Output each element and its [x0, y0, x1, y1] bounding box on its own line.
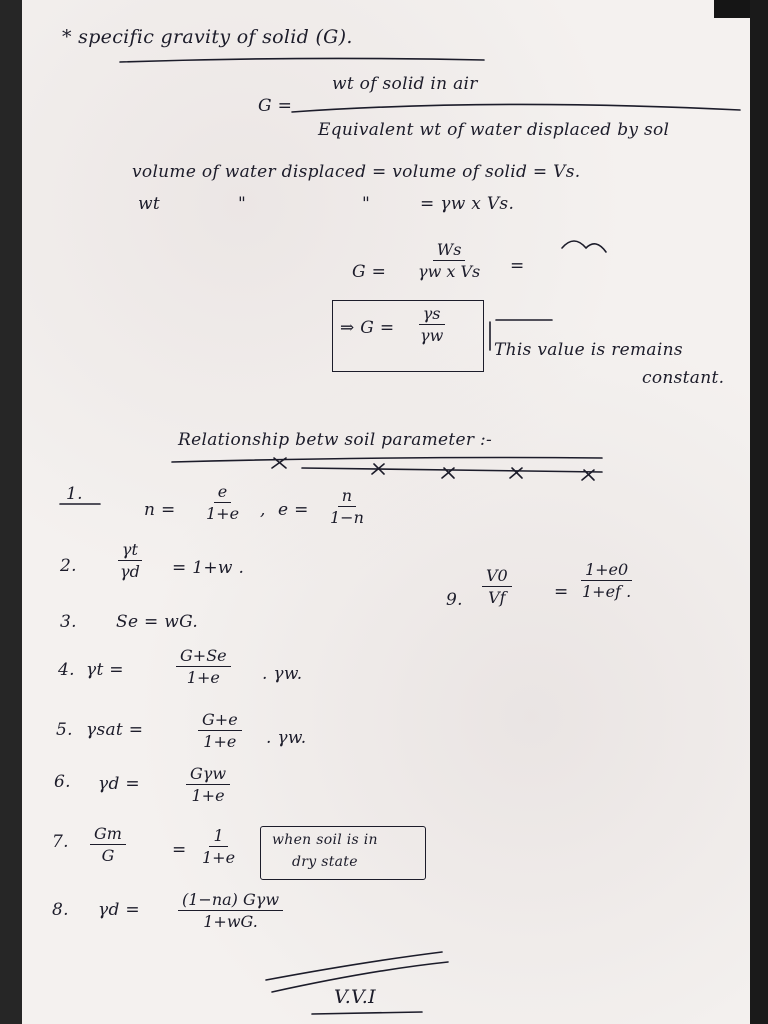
boxed-fraction	[416, 304, 447, 345]
notebook-page	[22, 0, 750, 1024]
rel-1-fraction-b	[326, 486, 368, 527]
rel-5-fraction	[198, 710, 242, 751]
rel-5-num: G+e	[198, 710, 242, 731]
rel-9-num-b: 1+e0	[581, 560, 632, 581]
rel-2-fraction	[116, 540, 144, 581]
vvi-underline	[312, 1012, 422, 1014]
rel-3-number: 3.	[60, 612, 77, 632]
rel-7-den-a: G	[101, 846, 115, 865]
rel-1-separator: ,	[260, 500, 266, 520]
definition-lhs: G =	[258, 96, 293, 116]
eq-g-lhs: G =	[352, 262, 387, 282]
rel-2-den: γd	[120, 562, 140, 581]
rel-6-num: Gγw	[186, 764, 230, 785]
definition-denominator: Equivalent wt of water displaced by sol	[318, 120, 670, 140]
title-underline	[172, 458, 602, 463]
rel-7-fraction-a	[90, 824, 126, 865]
rel-8-num: (1−na) Gγw	[178, 890, 283, 911]
rel-4-fraction	[176, 646, 231, 687]
rel-5-lhs: γsat =	[86, 720, 144, 740]
definition-fraction-bar	[292, 104, 740, 112]
rel-1-fraction-a	[202, 482, 243, 523]
rel-6-fraction	[186, 764, 230, 805]
rel-4-num: G+Se	[176, 646, 231, 667]
rel-1-lhs: n =	[144, 500, 176, 520]
volume-line: volume of water displaced = volume of solid = Vs.	[132, 162, 581, 182]
notebook-spine	[0, 0, 22, 1024]
note-line-1: This value is remains	[494, 340, 683, 360]
rel-7-number: 7.	[52, 832, 69, 852]
rel-6-number: 6.	[54, 772, 71, 792]
boxed-denominator: γw	[420, 326, 444, 345]
note-line-2: constant.	[642, 368, 725, 388]
heading: * specific gravity of solid (G).	[62, 26, 353, 48]
rel-4-rhs: . γw.	[262, 664, 303, 684]
rel-2-number: 2.	[60, 556, 77, 576]
weight-ditto-1: "	[238, 194, 247, 214]
cross-mark-4	[510, 468, 522, 478]
scribble-mark	[562, 241, 606, 252]
rel-1-num-b: n	[338, 486, 356, 507]
boxed-arrow: ⇒ G =	[340, 318, 395, 338]
rel-9-den-b: 1+ef .	[582, 582, 632, 601]
rel-9-eq: =	[554, 582, 569, 602]
rel-9-fraction-a	[482, 566, 512, 607]
rel-4-number: 4.	[58, 660, 75, 680]
rel-1-number: 1.	[66, 484, 83, 504]
weight-lead: wt	[138, 194, 160, 214]
weight-ditto-2: "	[362, 194, 371, 214]
rel-9-number: 9.	[446, 590, 463, 610]
rel-7-den-b: 1+e	[202, 848, 236, 867]
boxed-numerator: γs	[419, 304, 445, 325]
vvi-label: V.V.I	[334, 986, 376, 1008]
rel-2-rhs: = 1+w .	[172, 558, 245, 578]
rel-7-num-b: 1	[209, 826, 227, 847]
heading-underline	[120, 58, 484, 62]
rel-6-den: 1+e	[191, 786, 225, 805]
rel-7-fraction-b	[198, 826, 239, 867]
rel-6-lhs: γd =	[98, 774, 140, 794]
rel-8-fraction	[178, 890, 283, 931]
definition-numerator: wt of solid in air	[332, 74, 478, 94]
rel-9-fraction-b	[578, 560, 635, 601]
rel-4-lhs: γt =	[86, 660, 124, 680]
eq-g-fraction	[414, 240, 484, 281]
rel-7-num-a: Gm	[90, 824, 126, 845]
rel-1-num-a: e	[214, 482, 231, 503]
rel-5-rhs: . γw.	[266, 728, 307, 748]
rel-1-den-a: 1+e	[206, 504, 240, 523]
eq-g-trail: =	[510, 256, 525, 276]
rel-3-expr: Se = wG.	[116, 612, 199, 632]
eq-g-numerator: Ws	[433, 240, 466, 261]
rel-8-den: 1+wG.	[203, 912, 258, 931]
eq-g-denominator: γw x Vs	[418, 262, 481, 281]
rel-7-note-line-2: dry state	[292, 854, 358, 870]
rel-5-den: 1+e	[203, 732, 237, 751]
rel-7-eq: =	[172, 840, 187, 860]
weight-value: = γw x Vs.	[420, 194, 515, 214]
rel-1-lhs-2: e =	[278, 500, 309, 520]
rel-8-lhs: γd =	[98, 900, 140, 920]
rel-8-number: 8.	[52, 900, 69, 920]
rel-1-den-b: 1−n	[330, 508, 364, 527]
rel-7-note-line-1: when soil is in	[272, 832, 378, 848]
rel-9-num-a: V0	[482, 566, 512, 587]
relationship-title: Relationship betw soil parameter :-	[178, 430, 493, 450]
rel-9-den-a: Vf	[488, 588, 506, 607]
rel-5-number: 5.	[56, 720, 73, 740]
rel-2-num: γt	[118, 540, 142, 561]
rel-4-den: 1+e	[186, 668, 220, 687]
